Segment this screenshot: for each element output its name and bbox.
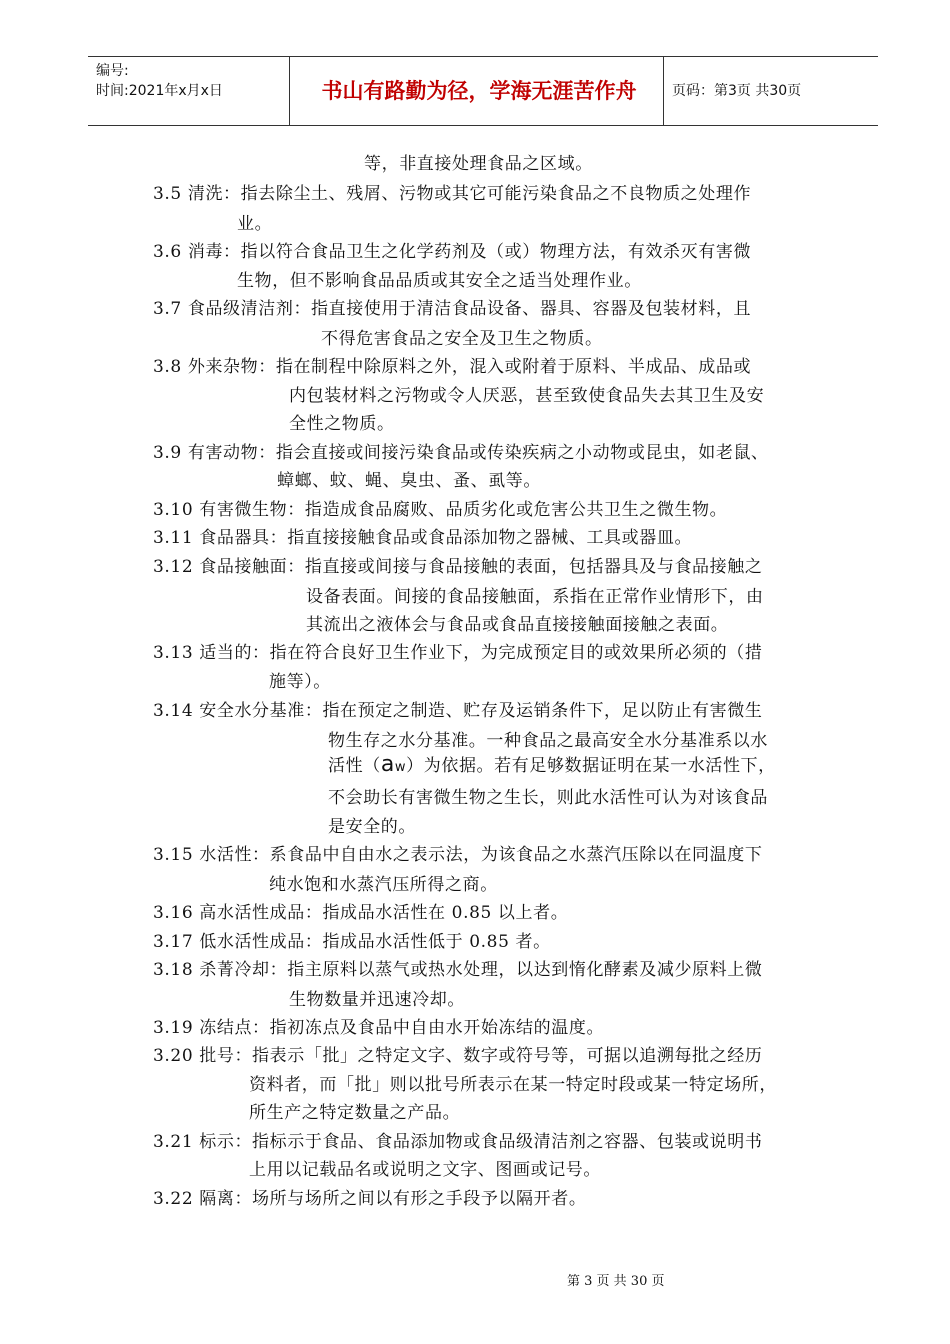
definition-3-10: 3.10 有害微生物：指造成食品腐败、品质劣化或危害公共卫生之微生物。 — [153, 500, 728, 520]
text-line: 物生存之水分基准。一种食品之最高安全水分基准系以水 — [328, 731, 768, 751]
definition-3-20: 3.20 批号：指表示「批」之特定文字、数字或符号等，可据以追溯每批之经历 — [153, 1046, 763, 1066]
definition-3-18: 3.18 杀菁冷却：指主原料以蒸气或热水处理，以达到惰化酵素及减少原料上微 — [153, 960, 763, 980]
text-line: 设备表面。间接的食品接触面，系指在正常作业情形下，由 — [306, 587, 764, 607]
text-line — [328, 753, 776, 780]
definition-3-21: 3.21 标示：指标示于食品、食品添加物或食品级清洁剂之容器、包装或说明书 — [153, 1132, 763, 1152]
definition-3-9: 3.9 有害动物：指会直接或间接污染食品或传染疾病之小动物或昆虫，如老鼠、 — [153, 443, 769, 463]
text-line: 不会助长有害微生物之生长，则此水活性可认为对该食品 — [328, 788, 768, 808]
text-line: 是安全的。 — [328, 817, 416, 837]
text-fragment: ）为依据。若有足够数据证明在某一水活性下， — [406, 756, 776, 776]
definition-3-8: 3.8 外来杂物：指在制程中除原料之外，混入或附着于原料、半成品、成品或 — [153, 357, 752, 377]
text-line: 上用以记载品名或说明之文字、图画或记号。 — [249, 1160, 601, 1180]
definition-3-19: 3.19 冻结点：指初冻点及食品中自由水开始冻结的温度。 — [153, 1018, 605, 1038]
document-number-label: 编号: — [96, 63, 129, 79]
definition-3-22: 3.22 隔离：场所与场所之间以有形之手段予以隔开者。 — [153, 1189, 587, 1209]
water-activity-symbol: aw — [380, 752, 407, 777]
text-line: 纯水饱和水蒸汽压所得之商。 — [269, 875, 498, 895]
definition-3-5: 3.5 清洗：指去除尘土、残屑、污物或其它可能污染食品之不良物质之处理作 — [153, 184, 752, 204]
text-line: 施等）。 — [269, 672, 331, 692]
header-page-info: 页码：第3页 共30页 — [672, 83, 802, 99]
header-motto: 书山有路勤为径，学海无涯苦作舟 — [321, 79, 637, 103]
text-line: 全性之物质。 — [289, 414, 395, 434]
text-line: 所生产之特定数量之产品。 — [249, 1103, 461, 1123]
definition-3-17: 3.17 低水活性成品：指成品水活性低于 0.85 者。 — [153, 932, 551, 952]
footer-page-number: 第 3 页 共 30 页 — [567, 1274, 665, 1289]
text-line: 蟑螂、蚊、蝇、臭虫、蚤、虱等。 — [277, 471, 541, 491]
definition-3-15: 3.15 水活性：系食品中自由水之表示法，为该食品之水蒸汽压除以在同温度下 — [153, 845, 763, 865]
definition-3-12: 3.12 食品接触面：指直接或间接与食品接触的表面，包括器具及与食品接触之 — [153, 557, 763, 577]
definition-3-11: 3.11 食品器具：指直接接触食品或食品添加物之器械、工具或器皿。 — [153, 528, 693, 548]
definition-3-7: 3.7 食品级清洁剂：指直接使用于清洁食品设备、器具、容器及包装材料，且 — [153, 299, 752, 319]
definition-3-6: 3.6 消毒：指以符合食品卫生之化学药剂及（或）物理方法，有效杀灭有害微 — [153, 242, 752, 262]
text-line: 资料者，而「批」则以批号所表示在某一特定时段或某一特定场所， — [249, 1075, 777, 1095]
text-line: 等，非直接处理食品之区域。 — [364, 154, 593, 174]
document-date-label: 时间:2021年x月x日 — [96, 83, 223, 99]
text-line: 不得危害食品之安全及卫生之物质。 — [321, 329, 603, 349]
definition-3-14: 3.14 安全水分基准：指在预定之制造、贮存及运销条件下，足以防止有害微生 — [153, 701, 763, 721]
definition-3-13: 3.13 适当的：指在符合良好卫生作业下，为完成预定目的或效果所必须的（措 — [153, 643, 763, 663]
text-line: 内包装材料之污物或令人厌恶，甚至致使食品失去其卫生及安 — [289, 386, 765, 406]
text-line: 生物，但不影响食品品质或其安全之适当处理作业。 — [237, 271, 642, 291]
text-fragment: 活性（ — [328, 756, 381, 776]
text-line: 业。 — [237, 214, 273, 234]
text-line: 生物数量并迅速冷却。 — [289, 990, 465, 1010]
text-line: 其流出之液体会与食品或食品直接接触面接触之表面。 — [306, 615, 729, 635]
definition-3-16: 3.16 高水活性成品：指成品水活性在 0.85 以上者。 — [153, 903, 569, 923]
